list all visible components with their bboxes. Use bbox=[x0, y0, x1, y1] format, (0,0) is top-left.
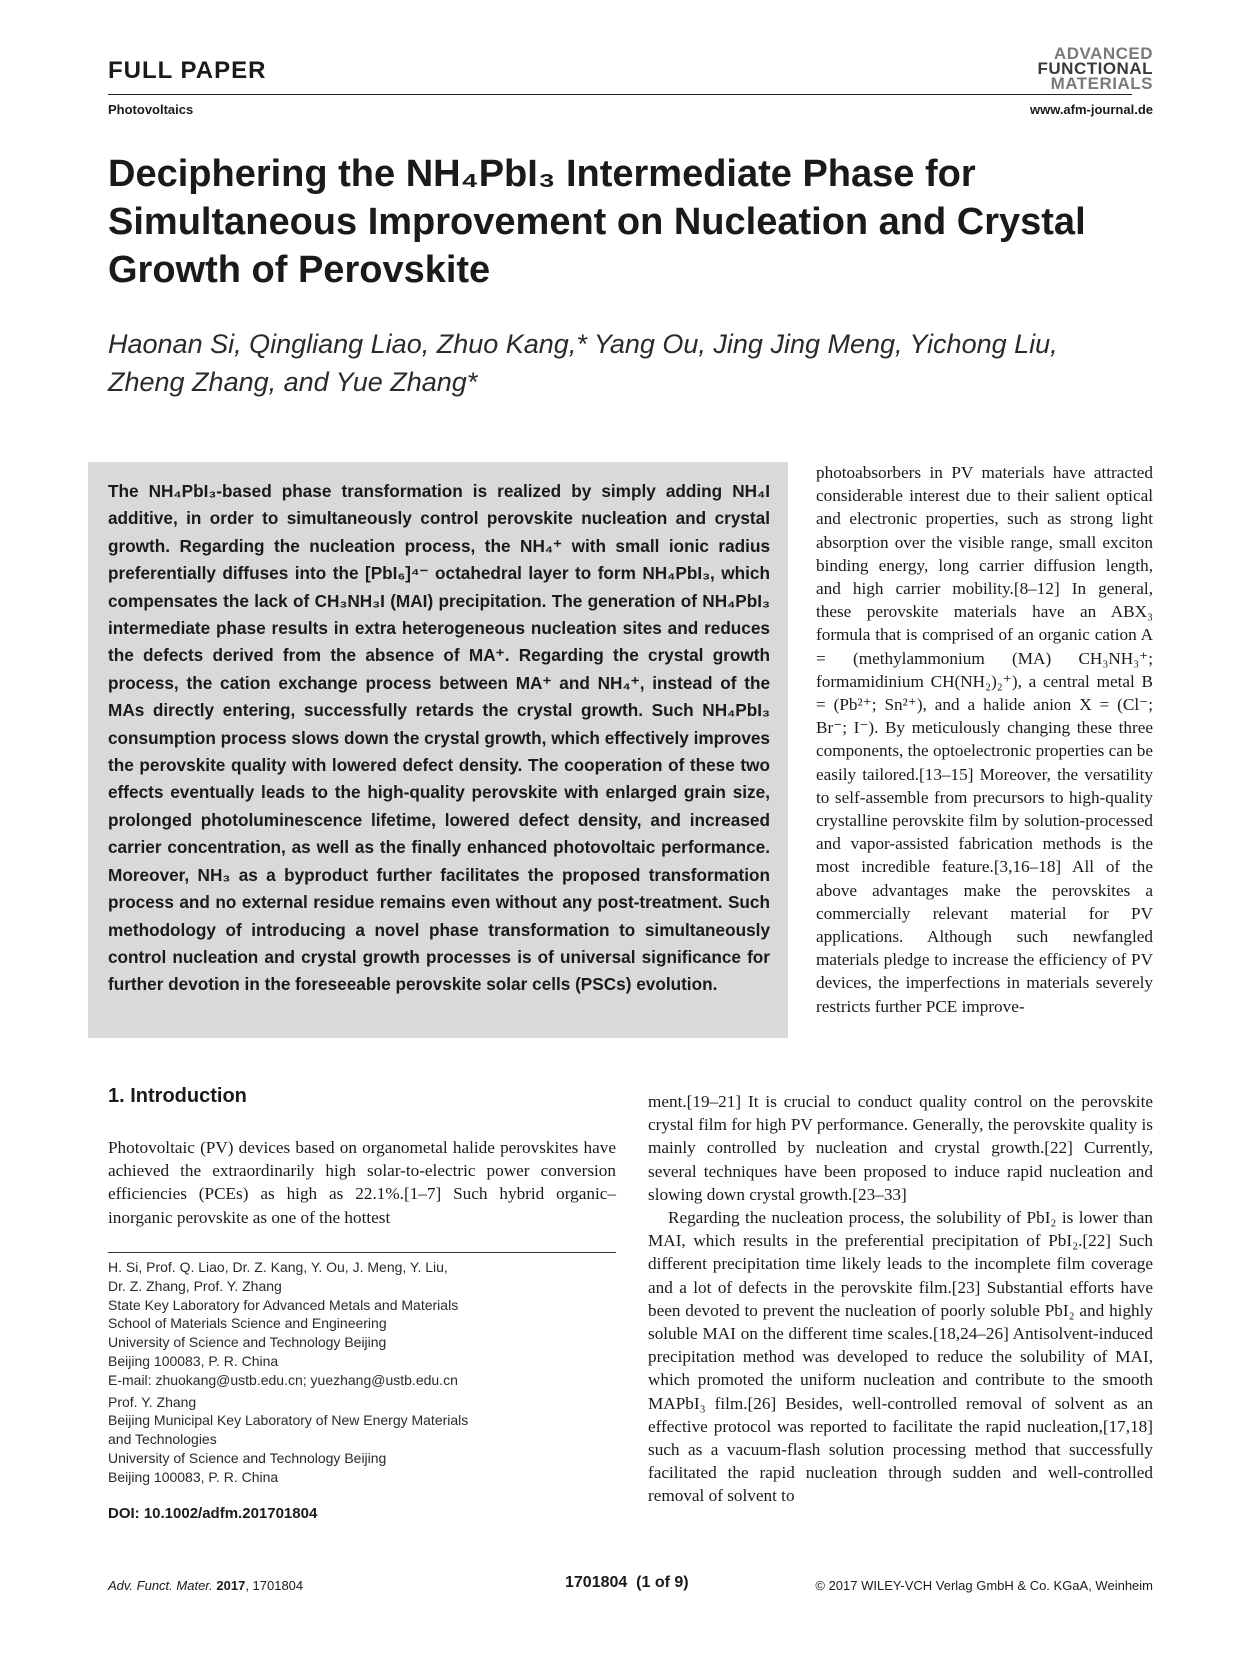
affiliation-line: Beijing 100083, P. R. China bbox=[108, 1352, 279, 1369]
affiliation-line: State Key Laboratory for Advanced Metals and Materials bbox=[108, 1296, 459, 1313]
full-paper-label: FULL PAPER bbox=[108, 57, 267, 84]
page-number: 1701804 (1 of 9) bbox=[565, 1574, 689, 1591]
section-tag: Photovoltaics bbox=[108, 102, 194, 117]
journal-logo bbox=[1038, 46, 1153, 91]
affiliation-line: Beijing 100083, P. R. China bbox=[108, 1468, 279, 1485]
author-list: Haonan Si, Qingliang Liao, Zhuo Kang,* Yang Ou, Jing Jing Meng, Yichong Liu, Zheng Zhang, and Yue Zhang* bbox=[108, 329, 1058, 397]
header-rule bbox=[108, 94, 1132, 95]
affiliation-line: Beijing Municipal Key Laboratory of New Energy Materials bbox=[108, 1412, 469, 1429]
journal-url[interactable]: www.afm-journal.de bbox=[1029, 102, 1153, 117]
footer-year: 2017 bbox=[216, 1578, 246, 1593]
abstract-text: The NH₄PbI₃-based phase transformation is realized by simply adding NH₄I additive, in order to simultaneously control perovskite nucleation and crystal growth. Regarding the nucleation process, the NH₄⁺ with small ionic radius preferentially diffuses into the [PbI₆]⁴⁻ octahedral layer to form NH₄PbI₃, which compensates the lack of CH₃NH₃I (MAI) precipitation. The generation of NH₄PbI₃ intermediate phase results in extra heterogeneous nucleation sites and reduces the defects derived from the absence of MA⁺. Regarding the crystal growth process, the cation exchange process between MA⁺ and NH₄⁺, instead of the MAs directly entering, successfully retards the crystal growth. Such NH₄PbI₃ consumption process slows down the crystal growth, which effectively improves the perovskite quality with lowered defect density. The cooperation of these two effects eventually leads to the high-quality perovskite with enlarged grain size, prolonged photoluminescence lifetime, lowered defect density, and increased carrier concentration, as well as the finally enhanced photovoltaic performance. Moreover, NH₃ as a byproduct further facilitates the proposed transformation process and no external residue remains even without any post-treatment. Such methodology of introducing a novel phase transformation to simultaneously control nucleation and crystal growth processes is of universal significance for further devotion in the foreseeable perovskite solar cells (PSCs) evolution. bbox=[108, 481, 770, 995]
copyright: © 2017 WILEY-VCH Verlag GmbH & Co. KGaA, Weinheim bbox=[815, 1578, 1153, 1593]
email-line[interactable]: E-mail: zhuokang@ustb.edu.cn; yuezhang@ustb.edu.cn bbox=[108, 1371, 458, 1388]
footer-citation bbox=[108, 1578, 303, 1593]
section-heading: 1. Introduction bbox=[108, 1085, 247, 1107]
affiliation-line: Prof. Y. Zhang bbox=[108, 1393, 197, 1410]
affiliation-line: and Technologies bbox=[108, 1431, 217, 1448]
journal-logo-line: MATERIALS bbox=[1050, 74, 1153, 93]
intro-paragraph: Photovoltaic (PV) devices based on organometal halide perovskites have achieved the extraordinarily high solar-to-electric power conversion efficiencies (PCEs) as high as 22.1%.[1–7] Such hybrid organic–inorganic perovskite as one of the hottest bbox=[108, 1138, 616, 1227]
journal-logo-line: FUNCTIONAL bbox=[1037, 59, 1153, 78]
footer-journal: Adv. Funct. Mater. bbox=[108, 1578, 213, 1593]
body-paragraph: ment.[19–21] It is crucial to conduct quality control on the perovskite crystal film for high PV performance. Generally, the perovskite quality is mainly controlled by nucleation and crystal growth.[22] Currently, several techniques have been proposed to induce rapid nucleation and slowing down crystal growth.[23–33] bbox=[648, 1092, 1153, 1204]
affiliation-line: School of Materials Science and Engineering bbox=[108, 1315, 387, 1332]
affiliation-line: Dr. Z. Zhang, Prof. Y. Zhang bbox=[108, 1277, 282, 1294]
body-text-right-top: photoabsorbers in PV materials have attracted considerable interest due to their salient optical and electronic properties, such as strong light absorption over the visible range, small exciton binding energy, long carrier diffusion length, and high carrier mobility.[8–12] In general, these perovskite materials have an ABX₃ formula that is comprised of an organic cation A = (methylammonium (MA) CH₃NH₃⁺; formamidinium CH(NH₂)₂⁺), a central metal B = (Pb²⁺; Sn²⁺), and a halide anion X = (Cl⁻; Br⁻; I⁻). By meticulously changing these three components, the optoelectronic properties can be easily tailored.[13–15] Moreover, the versatility to self-assemble from precursors to high-quality crystalline perovskite film by solution-processed and vapor-assisted fabrication methods is the most incredible feature.[3,16–18] All of the above advantages make the perovskites a commercially relevant material for PV applications. Although such newfangled materials pledge to increase the efficiency of PV devices, the imperfections in materials severely restricts further PCE improve- bbox=[816, 463, 1153, 1016]
affiliation-line: University of Science and Technology Beijing bbox=[108, 1334, 387, 1351]
journal-logo-line: ADVANCED bbox=[1053, 44, 1153, 63]
doi[interactable]: DOI: 10.1002/adfm.201701804 bbox=[108, 1505, 318, 1522]
body-text-right-main bbox=[648, 1090, 1153, 1508]
affiliation-line: University of Science and Technology Beijing bbox=[108, 1449, 387, 1466]
footer-article: , 1701804 bbox=[245, 1578, 304, 1593]
footnote-rule bbox=[108, 1252, 616, 1253]
paper-title: Deciphering the NH₄PbI₃ Intermediate Phase for Simultaneous Improvement on Nucleation and Crystal Growth of Perovskite bbox=[108, 153, 1086, 291]
body-paragraph: Regarding the nucleation process, the solubility of PbI₂ is lower than MAI, which results in the preferential precipitation of PbI₂.[22] Such different precipitation time likely leads to the incomplete film coverage and a lot of defects in the perovskite film.[23] Substantial efforts have been devoted to prevent the nucleation of poorly soluble PbI₂ and highly soluble MAI on the different time scales.[18,24–26] Antisolvent-induced precipitation method was developed to reduce the solubility of MAI, which promoted the uniform nucleation and contribute to the smooth MAPbI₃ film.[26] Besides, well-controlled removal of solvent as an effective protocol was reported to facilitate the rapid nucleation,[17,18] such as a vacuum-flash solution processing method that successfully facilitated the rapid nucleation through sudden and well-controlled removal of solvent to bbox=[648, 1208, 1153, 1506]
affiliation-line: H. Si, Prof. Q. Liao, Dr. Z. Kang, Y. Ou, J. Meng, Y. Liu, bbox=[108, 1259, 448, 1275]
affiliations bbox=[108, 1258, 616, 1487]
